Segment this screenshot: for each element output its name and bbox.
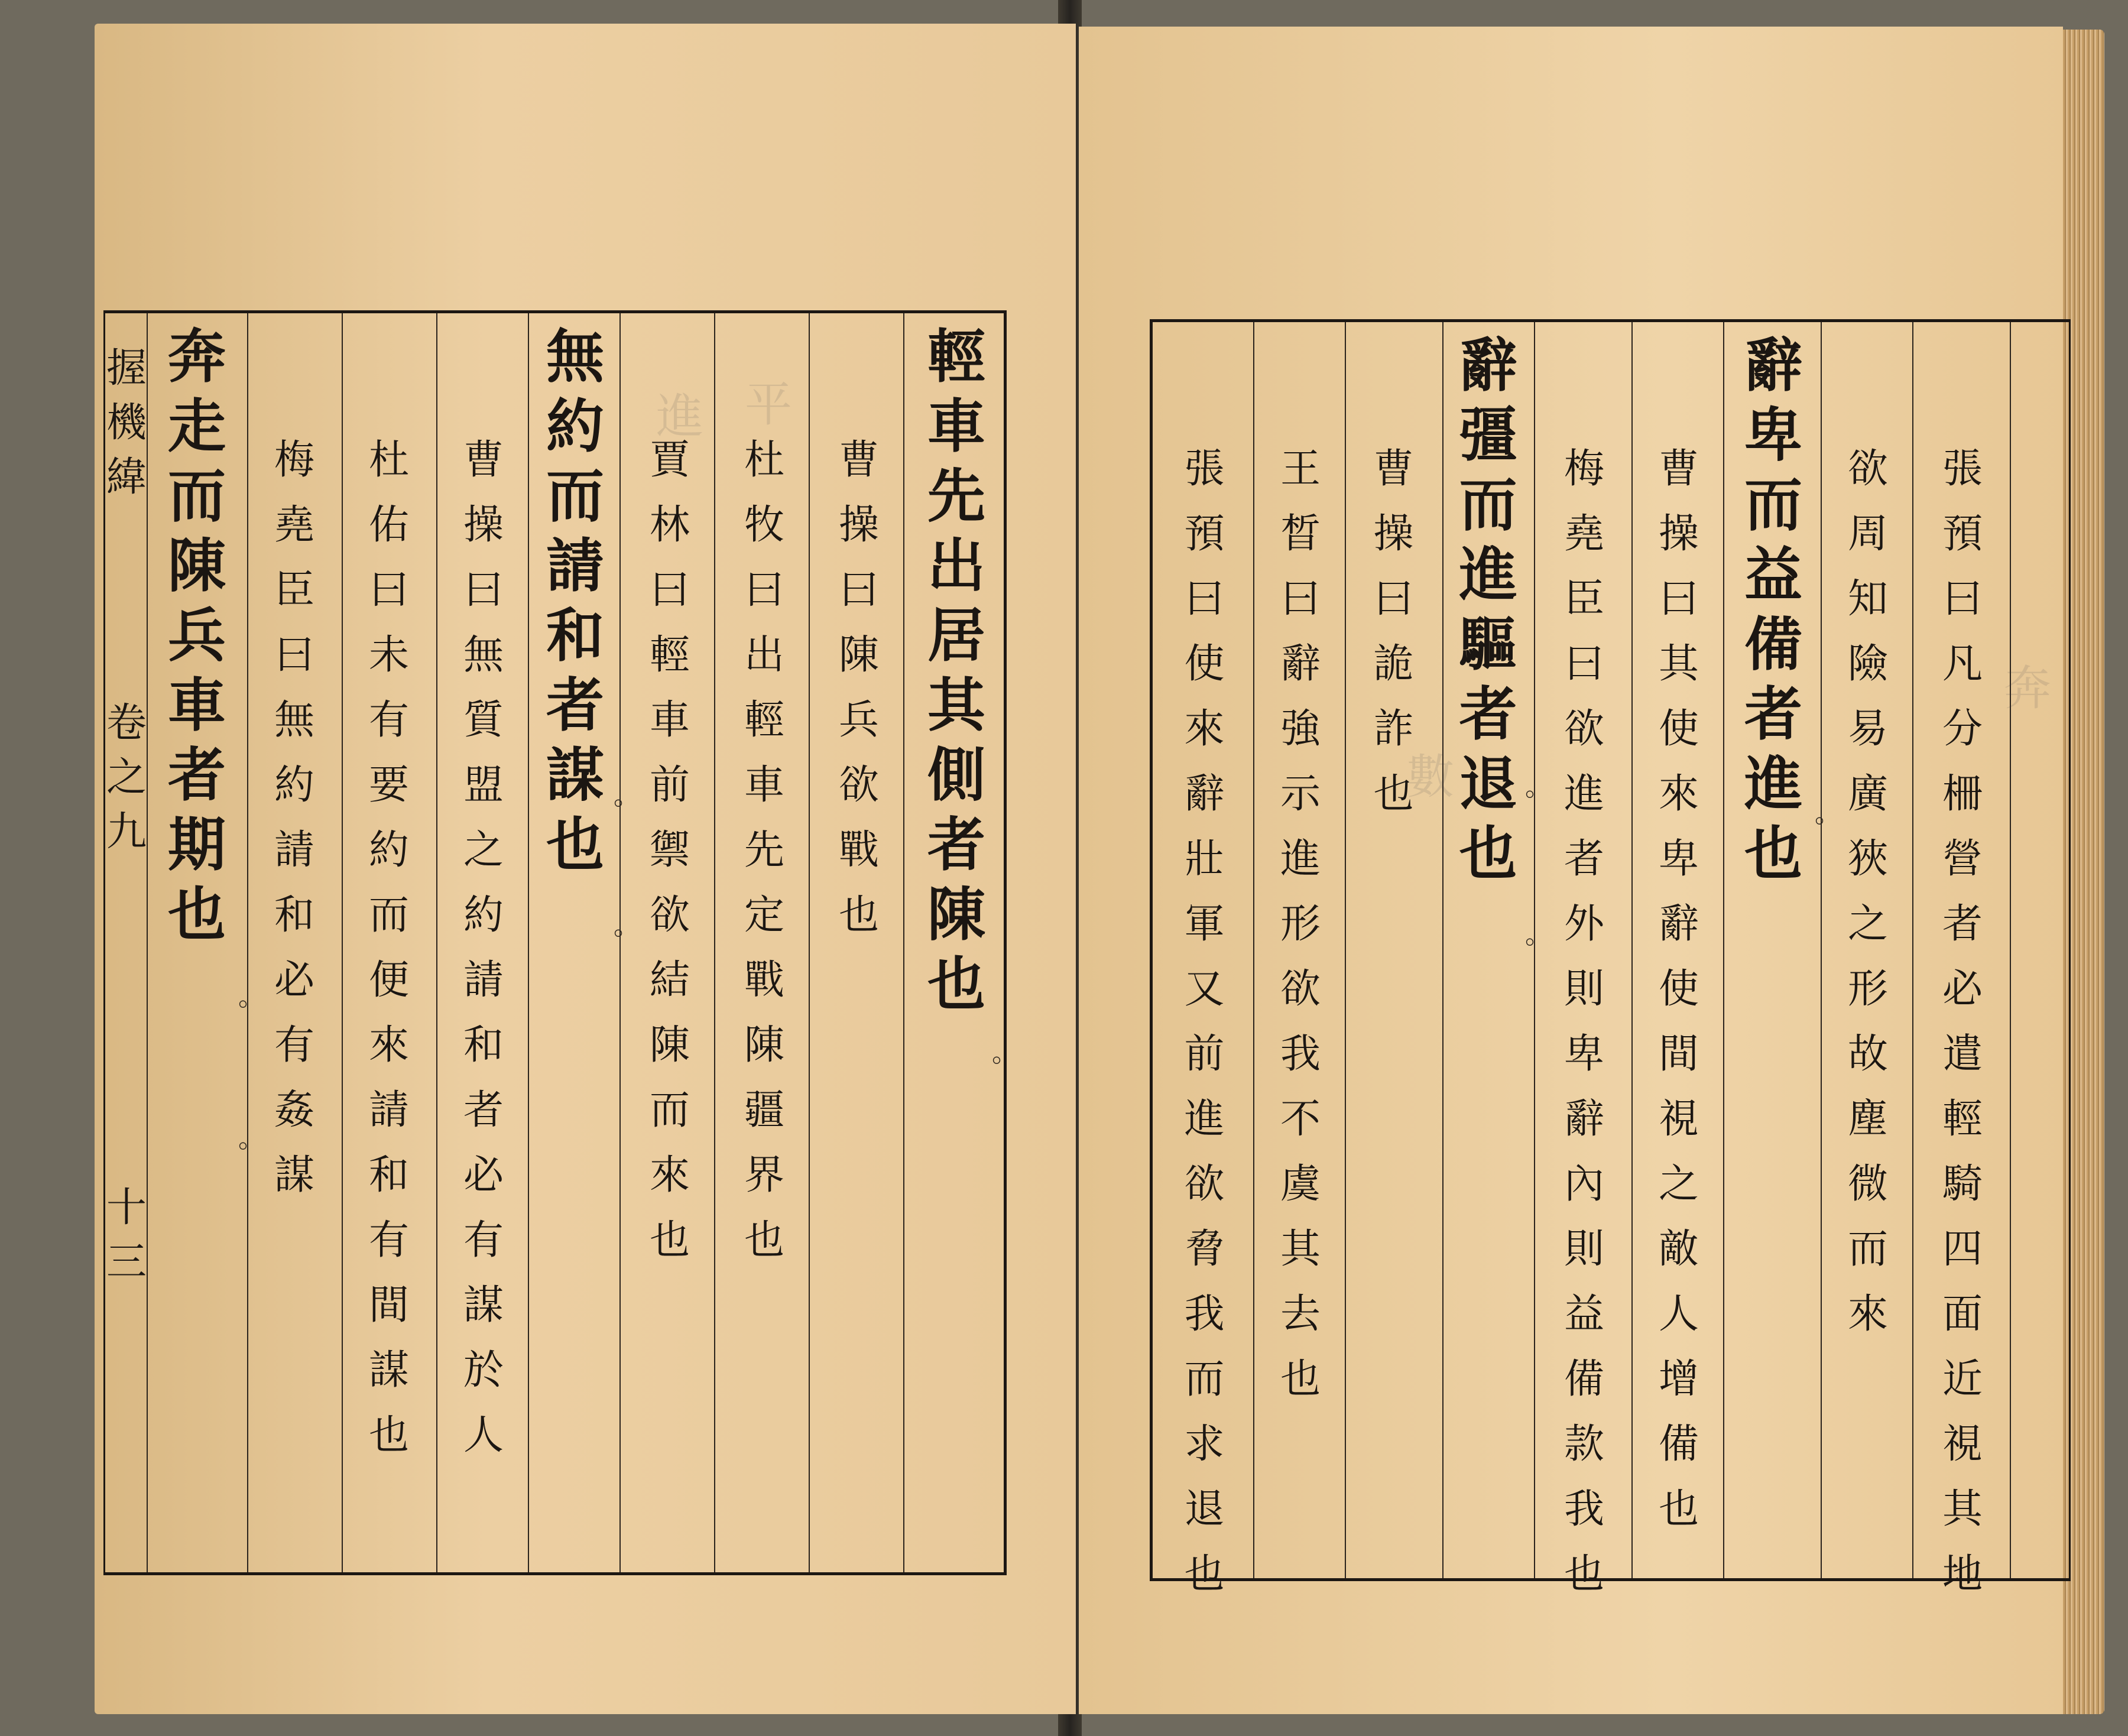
right-page-text-frame — [1150, 319, 2071, 1598]
character: 有 — [463, 1217, 504, 1264]
character: 進 — [1184, 1096, 1225, 1143]
punctuation-circle: 。 — [238, 1124, 264, 1154]
character: 增 — [1658, 1356, 1699, 1403]
left-margin-title — [106, 345, 147, 512]
character: 其 — [1280, 1226, 1321, 1273]
character: 而 — [546, 462, 604, 530]
character: 必 — [1942, 966, 1983, 1013]
character: 進 — [1563, 771, 1604, 817]
character: 也 — [1658, 1486, 1699, 1533]
character: 而 — [368, 892, 409, 939]
character: 地 — [1942, 1551, 1983, 1598]
character: 其 — [1942, 1486, 1983, 1533]
character: 曰 — [744, 567, 784, 614]
character: 卷 — [106, 700, 147, 747]
character: 曹 — [1373, 446, 1414, 492]
character: 謀 — [368, 1347, 409, 1394]
character: 而 — [167, 462, 226, 530]
character: 車 — [649, 697, 690, 744]
character: 無 — [274, 697, 314, 744]
character: 退 — [1459, 750, 1517, 818]
character: 也 — [546, 811, 604, 879]
character: 虞 — [1280, 1161, 1321, 1208]
right-column-8 — [1256, 446, 1345, 1425]
bleed-through-text: 奔 — [2004, 661, 2051, 716]
character: 塵 — [1847, 1096, 1888, 1143]
left-column-4 — [625, 437, 714, 1286]
character: 也 — [649, 1217, 690, 1264]
character: 有 — [368, 1217, 409, 1264]
character: 期 — [167, 811, 226, 879]
character: 定 — [744, 892, 784, 939]
character: 也 — [368, 1412, 409, 1459]
character: 曰 — [1658, 576, 1699, 622]
character: 也 — [1373, 771, 1414, 817]
character: 遣 — [1942, 1031, 1983, 1078]
right-column-3-main — [1726, 332, 1821, 895]
punctuation-circle: 。 — [614, 911, 640, 941]
character: 周 — [1847, 511, 1888, 557]
left-column-9-main — [148, 323, 246, 956]
character: 曰 — [1373, 576, 1414, 622]
character: 者 — [167, 741, 226, 809]
character: 王 — [1280, 446, 1321, 492]
character: 也 — [838, 892, 879, 939]
character: 廣 — [1847, 771, 1888, 817]
character: 視 — [1942, 1421, 1983, 1468]
character: 禦 — [649, 827, 690, 874]
left-column-1-main — [909, 323, 1004, 1026]
character: 和 — [546, 602, 604, 670]
character: 謀 — [274, 1152, 314, 1199]
left-margin-volume — [106, 700, 147, 867]
punctuation-circle: 。 — [238, 982, 264, 1012]
character: 之 — [463, 827, 504, 874]
character: 而 — [649, 1087, 690, 1134]
character: 走 — [167, 392, 226, 460]
character: 曰 — [1184, 576, 1225, 622]
character: 者 — [927, 811, 985, 879]
character: 驅 — [1459, 611, 1517, 679]
character: 杜 — [744, 437, 784, 484]
character: 曰 — [274, 632, 314, 679]
character: 間 — [1658, 1031, 1699, 1078]
character: 三 — [106, 1239, 147, 1286]
character: 外 — [1563, 901, 1604, 948]
character: 分 — [1942, 706, 1983, 752]
character: 曹 — [463, 437, 504, 484]
character: 曰 — [368, 567, 409, 614]
character: 陳 — [649, 1022, 690, 1069]
character: 之 — [1847, 901, 1888, 948]
character: 面 — [1942, 1291, 1983, 1338]
character: 之 — [106, 754, 147, 801]
character: 而 — [1459, 471, 1517, 539]
character: 奔 — [167, 323, 226, 391]
character: 張 — [1942, 446, 1983, 492]
character: 者 — [463, 1087, 504, 1134]
character: 請 — [368, 1087, 409, 1134]
character: 間 — [368, 1282, 409, 1329]
character: 去 — [1280, 1291, 1321, 1338]
right-column-2 — [1824, 446, 1912, 1359]
character: 易 — [1847, 706, 1888, 752]
character: 近 — [1942, 1356, 1983, 1403]
character: 牧 — [744, 502, 784, 549]
character: 者 — [1459, 680, 1517, 748]
right-column-9 — [1159, 446, 1250, 1620]
character: 進 — [1280, 836, 1321, 882]
bleed-through-text: 進 — [656, 389, 703, 444]
character: 和 — [274, 892, 314, 939]
bleed-through-text: 平 — [745, 377, 792, 432]
character: 姦 — [274, 1087, 314, 1134]
character: 前 — [1184, 1031, 1225, 1078]
character: 脅 — [1184, 1226, 1225, 1273]
character: 曰 — [463, 567, 504, 614]
character: 款 — [1563, 1421, 1604, 1468]
character: 也 — [1280, 1356, 1321, 1403]
character: 也 — [167, 881, 226, 949]
character: 有 — [274, 1022, 314, 1069]
left-column-7 — [345, 437, 433, 1481]
character: 必 — [463, 1152, 504, 1199]
character: 結 — [649, 957, 690, 1004]
character: 請 — [274, 827, 314, 874]
character: 側 — [927, 741, 985, 809]
character: 機 — [106, 400, 147, 446]
character: 未 — [368, 632, 409, 679]
character: 車 — [927, 392, 985, 460]
character: 使 — [1184, 641, 1225, 687]
character: 於 — [463, 1347, 504, 1394]
character: 疆 — [744, 1087, 784, 1134]
character: 操 — [838, 502, 879, 549]
character: 軍 — [1184, 901, 1225, 948]
character: 兵 — [838, 697, 879, 744]
character: 要 — [368, 762, 409, 809]
character: 陳 — [167, 532, 226, 600]
character: 兵 — [167, 602, 226, 670]
character: 無 — [546, 323, 604, 391]
left-column-8 — [250, 437, 339, 1221]
character: 約 — [463, 892, 504, 939]
character: 其 — [927, 671, 985, 739]
character: 也 — [1184, 1551, 1225, 1598]
character: 也 — [744, 1217, 784, 1264]
character: 預 — [1184, 511, 1225, 557]
character: 形 — [1280, 901, 1321, 948]
character: 辭 — [1563, 1096, 1604, 1143]
character: 請 — [546, 532, 604, 600]
character: 卑 — [1744, 401, 1802, 469]
character: 進 — [1744, 750, 1802, 818]
character: 詭 — [1373, 641, 1414, 687]
right-column-1 — [1918, 446, 2007, 1620]
character: 曰 — [838, 567, 879, 614]
character: 佑 — [368, 502, 409, 549]
character: 備 — [1658, 1421, 1699, 1468]
character: 也 — [927, 950, 985, 1018]
character: 益 — [1563, 1291, 1604, 1338]
character: 陳 — [838, 632, 879, 679]
left-page-text-frame — [103, 310, 1018, 1575]
character: 我 — [1184, 1291, 1225, 1338]
character: 和 — [463, 1022, 504, 1069]
character: 戰 — [838, 827, 879, 874]
character: 四 — [1942, 1226, 1983, 1273]
left-column-2 — [815, 437, 903, 961]
character: 者 — [1744, 680, 1802, 748]
character: 出 — [927, 532, 985, 600]
character: 先 — [744, 827, 784, 874]
character: 者 — [546, 671, 604, 739]
character: 敵 — [1658, 1226, 1699, 1273]
character: 張 — [1184, 446, 1225, 492]
character: 欲 — [649, 892, 690, 939]
character: 先 — [927, 462, 985, 530]
character: 者 — [1563, 836, 1604, 882]
character: 約 — [546, 392, 604, 460]
right-column-5 — [1537, 446, 1631, 1620]
left-column-6 — [439, 437, 528, 1481]
character: 詐 — [1373, 706, 1414, 752]
character: 而 — [1744, 471, 1802, 539]
character: 車 — [167, 671, 226, 739]
character: 故 — [1847, 1031, 1888, 1078]
right-column-4 — [1634, 446, 1723, 1555]
character: 堯 — [1563, 511, 1604, 557]
character: 握 — [106, 345, 147, 392]
character: 陳 — [927, 881, 985, 949]
character: 曰 — [1563, 641, 1604, 687]
character: 也 — [1563, 1551, 1604, 1598]
character: 操 — [463, 502, 504, 549]
character: 不 — [1280, 1096, 1321, 1143]
character: 人 — [1658, 1291, 1699, 1338]
character: 必 — [274, 957, 314, 1004]
punctuation-circle: 。 — [1815, 799, 1841, 829]
character: 曰 — [1942, 576, 1983, 622]
character: 操 — [1658, 511, 1699, 557]
character: 內 — [1563, 1161, 1604, 1208]
character: 質 — [463, 697, 504, 744]
character: 和 — [368, 1152, 409, 1199]
character: 騎 — [1942, 1161, 1983, 1208]
character: 請 — [463, 957, 504, 1004]
character: 預 — [1942, 511, 1983, 557]
punctuation-circle: 。 — [1525, 920, 1551, 950]
character: 其 — [1658, 641, 1699, 687]
character: 界 — [744, 1152, 784, 1199]
character: 十 — [106, 1185, 147, 1231]
character: 使 — [1658, 706, 1699, 752]
character: 來 — [649, 1152, 690, 1199]
character: 來 — [1658, 771, 1699, 817]
character: 林 — [649, 502, 690, 549]
character: 便 — [368, 957, 409, 1004]
character: 狹 — [1847, 836, 1888, 882]
character: 也 — [1459, 820, 1517, 888]
character: 臣 — [274, 567, 314, 614]
character: 輕 — [744, 697, 784, 744]
character: 知 — [1847, 576, 1888, 622]
character: 欲 — [1847, 446, 1888, 492]
character: 杜 — [368, 437, 409, 484]
character: 使 — [1658, 966, 1699, 1013]
character: 險 — [1847, 641, 1888, 687]
left-column-3 — [720, 437, 809, 1286]
character: 無 — [463, 632, 504, 679]
character: 戰 — [744, 957, 784, 1004]
character: 則 — [1563, 1226, 1604, 1273]
character: 謀 — [463, 1282, 504, 1329]
character: 視 — [1658, 1096, 1699, 1143]
character: 柵 — [1942, 771, 1983, 817]
character: 有 — [368, 697, 409, 744]
character: 約 — [274, 762, 314, 809]
character: 輕 — [927, 323, 985, 391]
character: 曹 — [1658, 446, 1699, 492]
character: 強 — [1280, 706, 1321, 752]
character: 梅 — [1563, 446, 1604, 492]
character: 前 — [649, 762, 690, 809]
character: 謀 — [546, 741, 604, 809]
character: 之 — [1658, 1161, 1699, 1208]
character: 彊 — [1459, 401, 1517, 469]
character: 陳 — [744, 1022, 784, 1069]
character: 操 — [1373, 511, 1414, 557]
character: 而 — [1184, 1356, 1225, 1403]
character: 來 — [1847, 1291, 1888, 1338]
character: 形 — [1847, 966, 1888, 1013]
character: 來 — [368, 1022, 409, 1069]
character: 賈 — [649, 437, 690, 484]
character: 營 — [1942, 836, 1983, 882]
character: 辭 — [1744, 332, 1802, 400]
character: 則 — [1563, 966, 1604, 1013]
right-column-6-main — [1442, 332, 1534, 895]
character: 輕 — [1942, 1096, 1983, 1143]
character: 者 — [1942, 901, 1983, 948]
character: 來 — [1184, 706, 1225, 752]
character: 進 — [1459, 541, 1517, 609]
character: 欲 — [1280, 966, 1321, 1013]
character: 辭 — [1184, 771, 1225, 817]
character: 我 — [1280, 1031, 1321, 1078]
character: 辭 — [1459, 332, 1517, 400]
character: 堯 — [274, 502, 314, 549]
character: 也 — [1744, 820, 1802, 888]
character: 輕 — [649, 632, 690, 679]
character: 凡 — [1942, 641, 1983, 687]
character: 益 — [1744, 541, 1802, 609]
character: 欲 — [838, 762, 879, 809]
punctuation-circle: 。 — [1525, 772, 1551, 802]
character: 緯 — [106, 454, 147, 501]
character: 約 — [368, 827, 409, 874]
character: 九 — [106, 809, 147, 855]
character: 欲 — [1563, 706, 1604, 752]
character: 曰 — [1280, 576, 1321, 622]
punctuation-circle: 。 — [992, 1038, 1018, 1068]
character: 而 — [1847, 1226, 1888, 1273]
character: 居 — [927, 602, 985, 670]
character: 退 — [1184, 1486, 1225, 1533]
character: 卑 — [1658, 836, 1699, 882]
character: 備 — [1563, 1356, 1604, 1403]
character: 出 — [744, 632, 784, 679]
character: 車 — [744, 762, 784, 809]
character: 曰 — [649, 567, 690, 614]
character: 人 — [463, 1412, 504, 1459]
character: 卑 — [1563, 1031, 1604, 1078]
character: 梅 — [274, 437, 314, 484]
left-column-5-main — [531, 323, 619, 886]
character: 臣 — [1563, 576, 1604, 622]
character: 又 — [1184, 966, 1225, 1013]
character: 壯 — [1184, 836, 1225, 882]
character: 盟 — [463, 762, 504, 809]
character: 示 — [1280, 771, 1321, 817]
character: 辭 — [1280, 641, 1321, 687]
character: 我 — [1563, 1486, 1604, 1533]
character: 欲 — [1184, 1161, 1225, 1208]
character: 曹 — [838, 437, 879, 484]
character: 備 — [1744, 611, 1802, 679]
character: 晳 — [1280, 511, 1321, 557]
bleed-through-text: 數 — [1407, 749, 1454, 804]
punctuation-circle: 。 — [614, 781, 640, 811]
left-margin-page-number — [106, 1185, 147, 1297]
character: 辭 — [1658, 901, 1699, 948]
character: 微 — [1847, 1161, 1888, 1208]
character: 求 — [1184, 1421, 1225, 1468]
